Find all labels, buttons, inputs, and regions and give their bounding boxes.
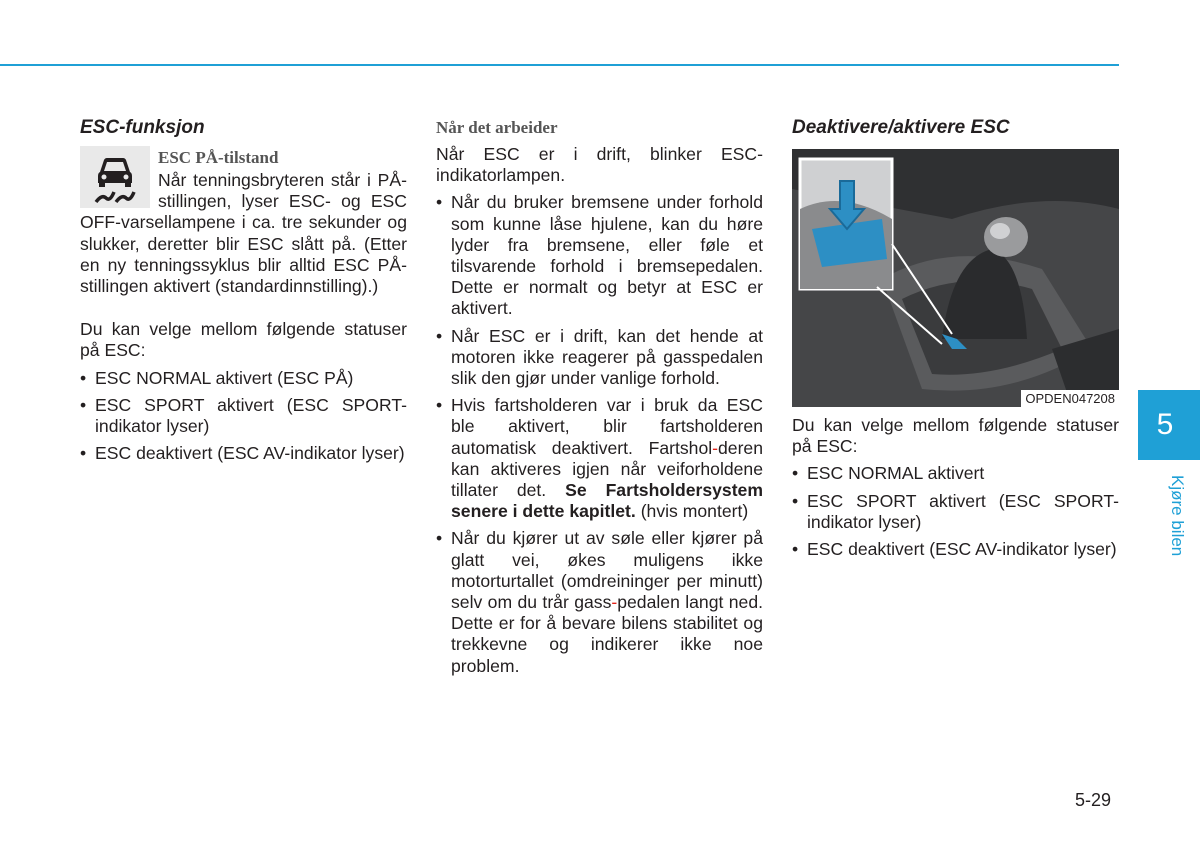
chapter-tab <box>1138 390 1200 460</box>
list-item: • Når ESC er i drift, kan det hende at motoren ikke reagerer på gasspedalen slik den gjør under vanlige forhold. <box>436 326 763 390</box>
list-item: • ESC deaktivert (ESC AV-indikator lyser) <box>80 443 407 464</box>
column-when-operating <box>436 116 763 683</box>
subheading-esc-on: ESC PÅ-tilstand <box>158 148 279 167</box>
paragraph-statuses: Du kan velge mellom følgende statuser på ESC: <box>80 319 407 361</box>
page-number: 5-29 <box>1075 790 1112 810</box>
list-item: • ESC NORMAL aktivert (ESC PÅ) <box>80 368 407 389</box>
text: Når du kjører ut av søle eller kjører på glatt vei, økes muligens ikke motorturtallet (omdreininger per minutt) selv om du trår gass <box>451 528 763 613</box>
paragraph-esc-on: Når tenningsbryteren står i PÅ-stillingen, lyser ESC- og ESC OFF-varsellampene i ca. tre sekunder og slukker, deretter blir ESC slått på. (Etter en ny tenningssyklus blir alltid ESC PÅ-stillingen aktivert (standardinnstilling).) <box>80 170 407 297</box>
chapter-label: Kjøre bilen <box>1168 475 1187 557</box>
list-item: • Når du bruker bremsene under forhold som kunne låse hjulene, kan du høre lyder fra bremsene, eller føle et tilsvarende forhold i bremsepedalen. Dette er normalt og betyr at ESC er aktivert. <box>436 192 763 319</box>
list-item <box>436 395 763 522</box>
list-item: • ESC NORMAL aktivert <box>792 463 1119 484</box>
status-list <box>792 463 1119 560</box>
section-heading: Når det arbeider <box>436 118 558 137</box>
top-rule <box>0 64 1119 66</box>
text: Hvis fartsholderen var i bruk da ESC ble aktivert, blir fartsholderen automatisk deaktivert. Fartshol <box>451 395 763 458</box>
text: deren kan aktiveres igjen når veiforholdene tillater det. <box>451 437 763 501</box>
chapter-number: 5 <box>1156 408 1174 441</box>
list-item: • ESC SPORT aktivert (ESC SPORT-indikator lyser) <box>80 395 407 437</box>
list-item <box>436 528 763 676</box>
section-heading: ESC-funksjon <box>80 117 205 138</box>
esc-skid-icon <box>80 146 150 208</box>
paragraph-intro: Når ESC er i drift, blinker ESC-indikatorlampen. <box>436 144 763 186</box>
column-deactivate-esc <box>792 116 1119 566</box>
text: (hvis montert) <box>635 501 749 522</box>
operation-list <box>436 192 763 676</box>
column-esc-function <box>80 116 407 470</box>
paragraph-statuses: Du kan velge mellom følgende statuser på ESC: <box>792 415 1119 457</box>
chapter-label-box <box>1152 475 1192 570</box>
list-item: • ESC SPORT aktivert (ESC SPORT-indikator lyser) <box>792 491 1119 533</box>
gear-console-illustration <box>792 149 1119 407</box>
section-heading: Deaktivere/aktivere ESC <box>792 117 1010 138</box>
status-list <box>80 368 407 465</box>
text: pedalen langt ned. Dette er for å bevare bilens stabilitet og trekkevne og indikerer ikke noe problem. <box>451 592 764 676</box>
hyphen: - <box>611 592 618 613</box>
list-item: • ESC deaktivert (ESC AV-indikator lyser) <box>792 539 1119 560</box>
cross-reference: Se Fartsholdersystem senere i dette kapitlet. <box>451 480 763 522</box>
hyphen: - <box>712 437 718 458</box>
figure-code: OPDEN047208 <box>1021 390 1119 407</box>
console-photo <box>792 149 1119 407</box>
